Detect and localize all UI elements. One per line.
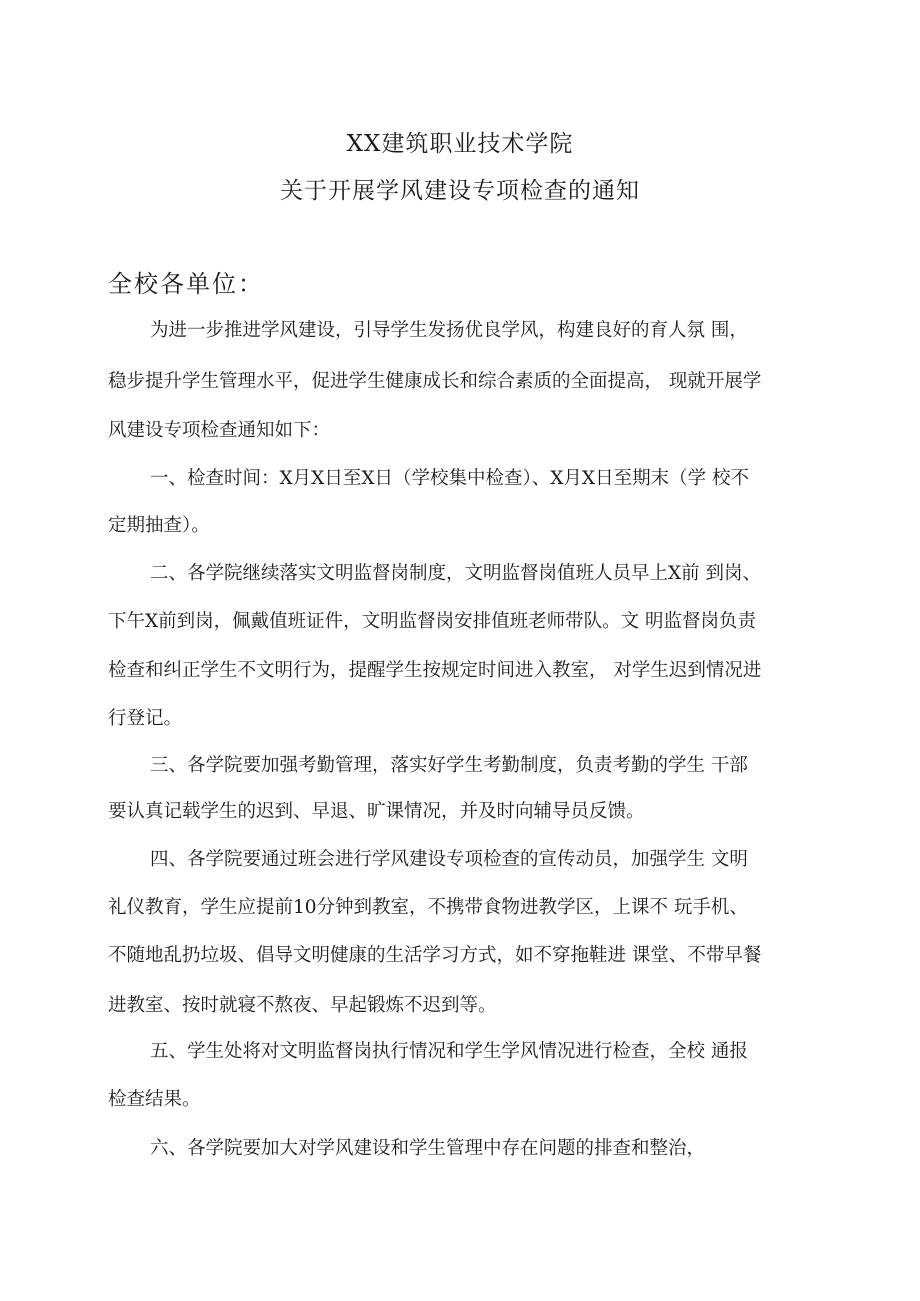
body-line: 检查结果。 (108, 1089, 201, 1110)
body-line: 礼仪教育，学生应提前10分钟到教室，不携带食物进教学区，上课不 玩手机、 (108, 897, 748, 918)
body-line: 检查和纠正学生不文明行为，提醒学生按规定时间进入教室， 对学生迟到情况进 (108, 660, 762, 681)
salutation: 全校各单位： (108, 270, 264, 298)
body-line: 六、各学院要加大对学风建设和学生管理中存在问题的排查和整治， (150, 1138, 706, 1159)
body-line: 五、学生处将对文明监督岗执行情况和学生学风情况进行检查，全校 通报 (150, 1041, 748, 1062)
body-line: 下午X前到岗，佩戴值班证件，文明监督岗安排值班老师带队。文 明监督岗负责 (108, 611, 757, 632)
body-line: 一、检查时间：X月X日至X日（学校集中检查）、X月X日至期末（学 校不 (150, 468, 749, 489)
body-line: 四、各学院要通过班会进行学风建设专项检查的宣传动员，加强学生 文明 (150, 849, 748, 870)
body-line: 风建设专项检查通知如下： (108, 420, 331, 441)
body-line: 二、各学院继续落实文明监督岗制度，文明监督岗值班人员早上X前 到岗、 (150, 563, 762, 584)
body-line: 定期抽查）。 (108, 515, 210, 536)
body-line: 行登记。 (108, 708, 183, 729)
body-line: 稳步提升学生管理水平，促进学生健康成长和综合素质的全面提高， 现就开展学 (108, 371, 762, 392)
document-title-notice: 关于开展学风建设专项检查的通知 (280, 178, 640, 204)
body-line: 进教室、按时就寝不熬夜、早起锻炼不迟到等。 (108, 995, 497, 1016)
document-title-school: XX建筑职业技术学院 (346, 131, 574, 157)
body-line: 要认真记载学生的迟到、早退、旷课情况，并及时向辅导员反馈。 (108, 801, 645, 822)
body-line: 三、各学院要加强考勤管理，落实好学生考勤制度，负责考勤的学生 干部 (150, 755, 748, 776)
body-line: 不随地乱扔垃圾、倡导文明健康的生活学习方式，如不穿拖鞋进 课堂、不带早餐 (108, 945, 762, 966)
body-line: 为进一步推进学风建设，引导学生发扬优良学风，构建良好的育人氛 围， (150, 320, 748, 341)
